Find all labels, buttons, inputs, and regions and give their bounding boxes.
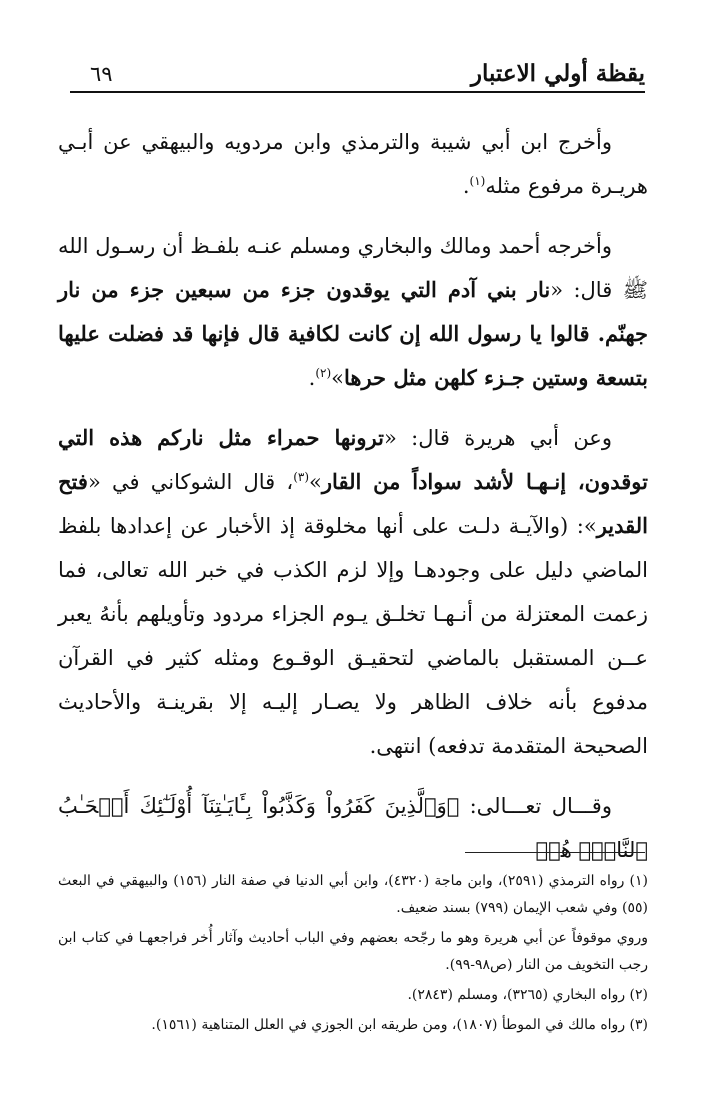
paragraph — [58, 784, 648, 872]
footnote: وروي موقوفاً عن أبي هريرة وهو ما رجّحه بعضهم وفي الباب أحاديث وآثار أُخر فراجعهـا في كتاب ابن رجب التخويف من النار (ص٩٨-٩٩). — [58, 930, 648, 973]
header-rule — [70, 91, 645, 93]
quoted-text: نار بني آدم التي يوقدون جزء من سبعين جزء من نار جهنّم. قالوا يا رسول الله إن كانت لكافية قال فإنها قد فضلت عليها بتسعة وستين جـزء كلهن مثل حرها — [58, 277, 648, 390]
footnote-marker: (٣) — [293, 470, 310, 484]
text-run: » — [331, 366, 344, 390]
quoted-text: فتح القدير — [58, 469, 648, 538]
footnote-marker: (١) — [469, 174, 486, 188]
page-header — [70, 55, 645, 93]
text-run: وأخرج ابن أبي شيبة والترمذي وابن مردويه والبيهقي عن أبـي هريـرة مرفوع مثله — [58, 130, 648, 198]
paragraph — [58, 120, 648, 208]
text-run: وعن أبي هريرة قال: « — [383, 426, 612, 450]
footnote: (١) رواه الترمذي (٢٥٩١)، وابن ماجة (٤٣٢٠)، وابن أبي الدنيا في صفة النار (١٥٦) والبيهقي في البعث (٥٥) وفي شعب الإيمان (٧٩٩) بسند ضعيف. — [58, 873, 649, 916]
running-title: يقظة أولي الاعتبار — [470, 60, 645, 87]
text-run: وأخرجه أحمد ومالك والبخاري ومسلم عنـه بلفـظ أن رسـول الله ﷺ قال: « — [58, 234, 649, 302]
paragraph — [58, 224, 648, 400]
text-run: . — [462, 174, 470, 198]
main-text — [58, 120, 648, 888]
text-run: . — [308, 366, 316, 390]
footnote-marker: (٢) — [315, 366, 332, 380]
footnote: (٢) رواه البخاري (٣٢٦٥)، ومسلم (٢٨٤٣). — [407, 987, 648, 1003]
text-run: ، قال الشوكاني في « — [87, 470, 294, 494]
paragraph — [58, 416, 648, 768]
footnote-separator — [465, 852, 645, 853]
text-run: » — [309, 470, 322, 494]
text-run: »: (والآيـة دلـت على أنها مخلوقة إذ الأخبار عن إعدادها بلفظ الماضي دليل على وجودهـا وإلا لزم الكذب في خبر الله تعالى، فما زعمت المعتزلة من أنـهـا تخلـق يـوم الجزاء مردود وتأويلهم بأنهُ يعبر عــن المستقبل بالماضي لتحقيـق الوقـوع ومثله كثير في القرآن مدفوع بأنه خلاف الظاهر ولا يصـار إليـه إلا بقرينـة والأحاديث الصحيحة المتقدمة تدفعه) انتهى. — [58, 514, 648, 758]
footnote: (٣) رواه مالك في الموطأ (١٨٠٧)، ومن طريقه ابن الجوزي في العلل المتناهية (١٥٦١). — [151, 1017, 648, 1033]
footnotes — [58, 868, 648, 1042]
text-run: وقـــال تعـــالى: ﴿وَٱلَّذِينَ كَفَرُواْ وَكَذَّبُواْ بِـَٔايَـٰتِنَآ أُوْلَـٰٓئِكَ أَصۡحَـٰبُ ٱلنَّارِۖ هُمۡ — [58, 794, 648, 862]
page-number: ٦٩ — [90, 62, 113, 86]
quoted-text: ترونها حمراء مثل ناركم هذه التي توقدون، إنـهـا لأشد سواداً من القار — [58, 425, 649, 494]
